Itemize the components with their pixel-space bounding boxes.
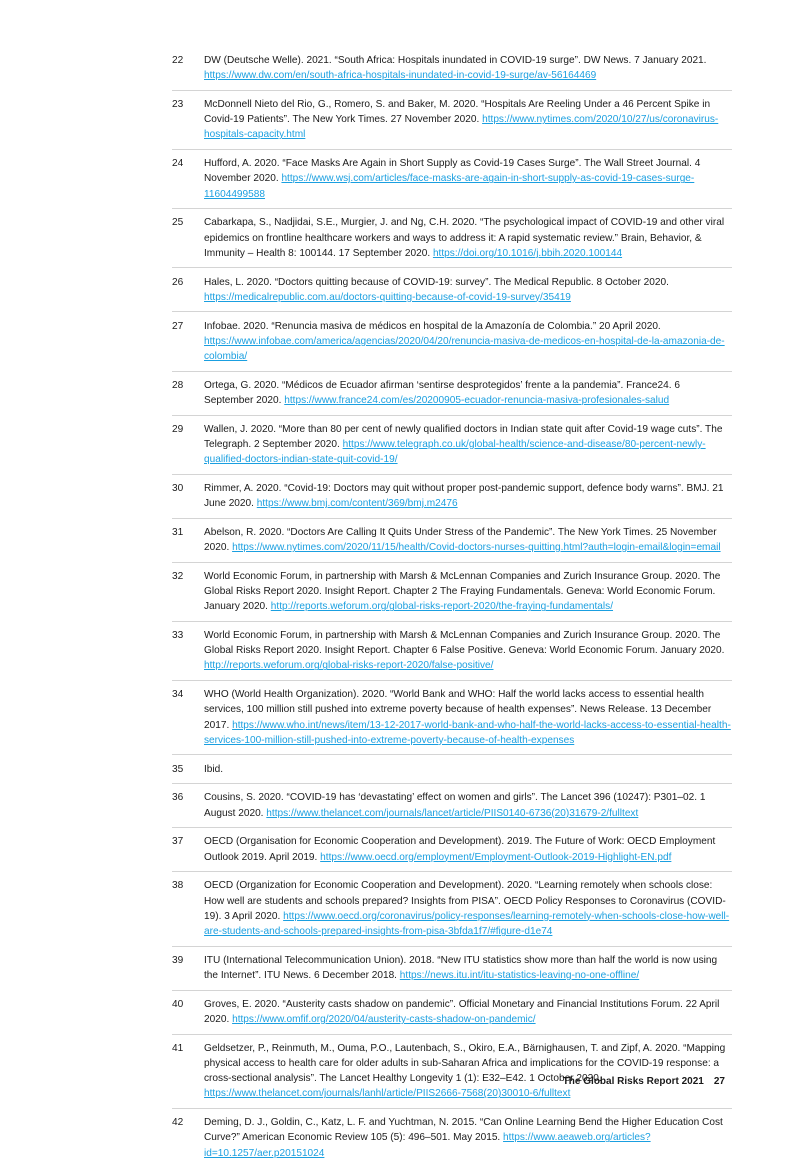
- page-number: 27: [713, 1076, 725, 1087]
- reference-body: [204, 628, 732, 674]
- reference-item: [172, 790, 732, 828]
- reference-link[interactable]: https://www.wsj.com/articles/face-masks-are-again-in-short-supply-as-covid-19-cases-surge-11604499588: [204, 173, 695, 200]
- reference-item: [172, 53, 732, 91]
- reference-body: [204, 834, 732, 864]
- reference-citation: Geldsetzer, P., Reinmuth, M., Ouma, P.O., Lautenbach, S., Okiro, E.A., Bärnighausen, T. and Zipf, A. 2020. “Mapping physical access to health care for older adults in sub-Saharan Africa and implications for the COVID-19 response: a cross-sectional analysis”. The Lancet Healthy Longevity 1 (1): E32–E42. 1 October 2020.: [204, 1042, 726, 1085]
- reference-item: [172, 481, 732, 519]
- reference-citation: ITU (International Telecommunication Union). 2018. “New ITU statistics show more than half the world is now using the Internet”. ITU News. 6 December 2018.: [204, 954, 718, 981]
- reference-number: 35: [172, 763, 184, 775]
- reference-body: [204, 378, 732, 408]
- reference-link[interactable]: https://www.aeaweb.org/articles?id=10.1257/aer.p20151024: [204, 1132, 651, 1159]
- reference-body: [204, 569, 732, 615]
- reference-citation: Wallen, J. 2020. “More than 80 per cent of newly qualified doctors in Indian state quit after Covid-19 wage cuts”. The Telegraph. 2 September 2020.: [204, 423, 723, 450]
- reference-body: [204, 790, 732, 820]
- reference-citation: Ibid.: [204, 763, 224, 775]
- reference-number: 38: [172, 880, 184, 892]
- reference-item: [172, 1041, 732, 1109]
- reference-number: 39: [172, 954, 184, 966]
- reference-citation: Ortega, G. 2020. “Médicos de Ecuador afirman ‘sentirse desprotegidos’ frente a la pandemia”. France24. 6 September 2020.: [204, 379, 680, 406]
- reference-link[interactable]: https://www.france24.com/es/20200905-ecuador-renuncia-masiva-profesionales-salud: [284, 394, 670, 406]
- reference-citation: DW (Deutsche Welle). 2021. “South Africa: Hospitals inundated in COVID-19 surge”. DW News. 7 January 2021.: [204, 55, 707, 66]
- reference-number: 27: [172, 320, 184, 332]
- reference-link[interactable]: https://www.nytimes.com/2020/10/27/us/coronavirus-hospitals-capacity.html: [204, 114, 719, 141]
- reference-link[interactable]: https://www.bmj.com/content/369/bmj.m2476: [256, 498, 458, 510]
- reference-item: [172, 762, 732, 785]
- reference-item: [172, 878, 732, 946]
- reference-citation: Hales, L. 2020. “Doctors quitting because of COVID-19: survey”. The Medical Republic. 8 October 2020.: [204, 276, 669, 288]
- reference-citation: Groves, E. 2020. “Austerity casts shadow on pandemic”. Official Monetary and Financial Institutions Forum. 22 April 2020.: [204, 998, 720, 1025]
- reference-item: [172, 275, 732, 313]
- reference-link[interactable]: https://news.itu.int/itu-statistics-leaving-no-one-offline/: [399, 969, 640, 981]
- reference-item: [172, 687, 732, 755]
- reference-body: [204, 687, 732, 748]
- reference-body: [204, 953, 732, 983]
- reference-body: [204, 97, 732, 143]
- reference-link[interactable]: https://www.thelancet.com/journals/lanhl/article/PIIS2666-7568(20)30010-6/fulltext: [204, 1088, 571, 1100]
- reference-body: [204, 156, 732, 202]
- reference-link[interactable]: https://www.nytimes.com/2020/11/15/health/Covid-doctors-nurses-quitting.html?auth=login-email&login=email: [232, 542, 721, 554]
- reference-number: 37: [172, 836, 184, 848]
- reference-item: [172, 953, 732, 991]
- reference-body: [204, 997, 732, 1027]
- reference-number: 41: [172, 1042, 184, 1054]
- reference-number: 40: [172, 998, 184, 1010]
- reference-item: [172, 215, 732, 268]
- reference-citation: World Economic Forum, in partnership with Marsh & McLennan Companies and Zurich Insurance Group. 2020. The Global Risks Report 2020. Insight Report. Chapter 2 The Fraying Fundamentals. Geneva: World Economic Forum. January 2020.: [204, 570, 721, 613]
- reference-number: 42: [172, 1117, 184, 1129]
- reference-item: [172, 834, 732, 872]
- reference-body: [204, 762, 732, 777]
- reference-citation: Abelson, R. 2020. “Doctors Are Calling It Quits Under Stress of the Pandemic”. The New York Times. 25 November 2020.: [204, 526, 717, 554]
- reference-number: 32: [172, 570, 184, 582]
- reference-citation: World Economic Forum, in partnership with Marsh & McLennan Companies and Zurich Insurance Group. 2020. The Global Risks Report 2020. Insight Report. Chapter 6 False Positive. Geneva: World Economic Forum. January 2020.: [204, 630, 725, 657]
- reference-link[interactable]: https://doi.org/10.1016/j.bbih.2020.100144: [432, 247, 623, 259]
- reference-number: 31: [172, 526, 184, 538]
- reference-number: 24: [172, 158, 184, 170]
- reference-number: 30: [172, 482, 184, 494]
- reference-number: 33: [172, 630, 184, 642]
- reference-link[interactable]: https://www.omfif.org/2020/04/austerity-casts-shadow-on-pandemic/: [232, 1013, 536, 1025]
- reference-item: [172, 525, 732, 563]
- reference-link[interactable]: https://www.who.int/news/item/13-12-2017-world-bank-and-who-half-the-world-lacks-access-to-essential-health-services-100-million-still-pushed-into-extreme-poverty-because-of-health-expenses: [204, 719, 731, 746]
- reference-link[interactable]: http://reports.weforum.org/global-risks-report-2020/false-positive/: [204, 660, 494, 672]
- reference-body: [204, 878, 732, 939]
- reference-number: 26: [172, 276, 184, 288]
- reference-item: [172, 319, 732, 372]
- reference-item: [172, 569, 732, 622]
- reference-list: [172, 53, 732, 1173]
- reference-citation: Deming, D. J., Goldin, C., Katz, L. F. and Yuchtman, N. 2015. “Can Online Learning Bend the Higher Education Cost Curve?” American Economic Review 105 (5): 496–501. May 2015.: [204, 1117, 723, 1144]
- reference-number: 36: [172, 792, 184, 804]
- reference-item: [172, 422, 732, 475]
- reference-link[interactable]: https://www.telegraph.co.uk/global-health/science-and-disease/80-percent-newly-qualified-doctors-indian-state-quit-covid-19/: [204, 438, 706, 466]
- reference-citation: McDonnell Nieto del Rio, G., Romero, S. and Baker, M. 2020. “Hospitals Are Reeling Under a 46 Percent Spike in Covid-19 Patients”. The New York Times. 27 November 2020.: [204, 98, 711, 126]
- reference-citation: Infobae. 2020. “Renuncia masiva de médicos en hospital de la Amazonía de Colombia.” 20 April 2020.: [204, 320, 661, 332]
- reference-link[interactable]: https://www.dw.com/en/south-africa-hospitals-inundated-in-covid-19-surge/av-56164469: [204, 70, 597, 82]
- reference-number: 25: [172, 217, 184, 229]
- reference-link[interactable]: https://www.infobae.com/america/agencias/2020/04/20/renuncia-masiva-de-medicos-en-hospital-de-la-amazonia-de-colombia/: [204, 335, 725, 362]
- reference-item: [172, 97, 732, 150]
- reference-citation: OECD (Organisation for Economic Cooperation and Development). 2019. The Future of Work: OECD Employment Outlook 2019. April 2019.: [204, 836, 716, 863]
- reference-link[interactable]: https://www.oecd.org/coronavirus/policy-responses/learning-remotely-when-schools-close-how-well-are-students-and-schools-prepared-insights-from-pisa-3bfda1f7/#figure-d1e74: [204, 910, 730, 937]
- reference-item: [172, 378, 732, 416]
- reference-body: [204, 525, 732, 555]
- reference-link[interactable]: https://www.thelancet.com/journals/lancet/article/PIIS0140-6736(20)31679-2/fulltext: [266, 807, 639, 819]
- reference-number: 22: [172, 55, 184, 66]
- reference-body: [204, 481, 732, 511]
- reference-body: [204, 275, 732, 305]
- reference-body: [204, 1041, 732, 1102]
- reference-link[interactable]: https://medicalrepublic.com.au/doctors-quitting-because-of-covid-19-survey/35419: [204, 291, 571, 303]
- reference-item: [172, 628, 732, 681]
- reference-link[interactable]: https://www.oecd.org/employment/Employment-Outlook-2019-Highlight-EN.pdf: [320, 851, 672, 863]
- reference-citation: Cousins, S. 2020. “COVID-19 has ‘devastating’ effect on women and girls”. The Lancet 396 (10247): P301–02. 1 August 2020.: [204, 792, 706, 819]
- reference-number: 34: [172, 689, 184, 701]
- reference-citation: WHO (World Health Organization). 2020. “World Bank and WHO: Half the world lacks access to essential health services, 100 million still pushed into extreme poverty because of health expenses”. News Release. 13 December 2017.: [204, 689, 712, 731]
- reference-item: [172, 997, 732, 1035]
- reference-body: [204, 215, 732, 261]
- reference-body: [204, 422, 732, 468]
- reference-citation: Hufford, A. 2020. “Face Masks Are Again in Short Supply as Covid-19 Cases Surge”. The Wall Street Journal. 4 November 2020.: [204, 158, 701, 185]
- reference-citation: Rimmer, A. 2020. “Covid-19: Doctors may quit without proper post-pandemic support, defence body warns”. BMJ. 21 June 2020.: [204, 482, 724, 510]
- reference-number: 28: [172, 379, 184, 391]
- reference-body: [204, 319, 732, 365]
- reference-number: 23: [172, 98, 184, 110]
- reference-link[interactable]: http://reports.weforum.org/global-risks-report-2020/the-fraying-fundamentals/: [270, 601, 614, 613]
- reference-citation: Cabarkapa, S., Nadjidai, S.E., Murgier, J. and Ng, C.H. 2020. “The psychological impact of COVID-19 and other viral epidemics on frontline healthcare workers and ways to address it: A rapid systematic review.” Brain, Behavior, & Immunity – Health 8: 100144. 17 September 2020.: [204, 217, 725, 259]
- footer-report-title: The Global Risks Report 2021: [562, 1076, 704, 1087]
- reference-number: 29: [172, 423, 184, 435]
- reference-body: [204, 53, 732, 83]
- reference-item: [172, 156, 732, 209]
- reference-item: [172, 1115, 732, 1167]
- reference-citation: OECD (Organization for Economic Cooperation and Development). 2020. “Learning remotely when schools close: How well are students and schools prepared? Insights from PISA”. OECD Policy Responses to Coronavirus (COVID-19). 3 April 2020.: [204, 880, 726, 922]
- page-footer: [563, 1076, 725, 1087]
